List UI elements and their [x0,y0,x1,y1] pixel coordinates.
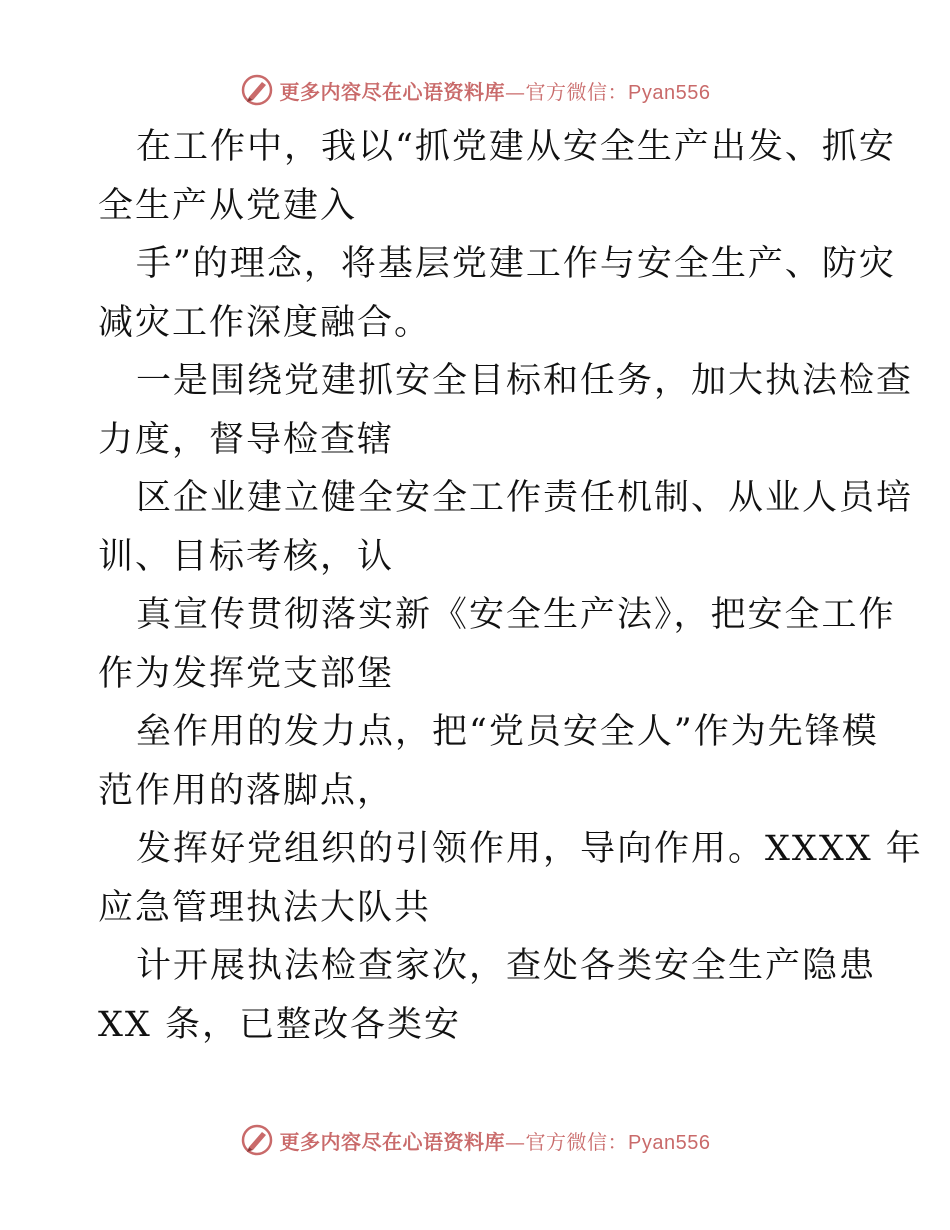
watermark-wechat: 官方微信：Pyan556 [525,81,711,104]
paragraph-line: 一是围绕党建抓安全目标和任务，加大执法检查 [136,361,914,401]
watermark-separator: — [505,79,526,104]
pen-logo-icon [240,1123,274,1157]
paragraph-line: 作为发挥党支部堡 [98,653,395,694]
paragraph-line: 范作用的落脚点， [98,770,395,811]
paragraph-line: 训、目标考核，认 [98,536,395,577]
pen-logo-icon [240,73,274,107]
watermark-text [280,1126,711,1155]
watermark-separator: — [505,1129,526,1154]
paragraph-line: 真宣传贯彻落实新《安全生产法》，把安全工作 [136,595,896,635]
paragraph-line: 在工作中，我以“抓党建从安全生产出发、抓安 [136,127,896,167]
footer-watermark [0,1120,950,1160]
paragraph-line: 计开展执法检查家次，查处各类安全生产隐患 [136,946,877,986]
paragraph-line: 应急管理执法大队共 [98,887,432,928]
paragraph-line: 力度，督导检查辖 [98,419,395,460]
watermark-wechat: 官方微信：Pyan556 [525,1131,711,1154]
paragraph-line: 减灾工作深度融合。 [98,302,432,343]
document-body [98,118,923,1054]
header-watermark [0,70,950,110]
paragraph-line: 垒作用的发力点，把“党员安全人”作为先锋模 [136,712,879,752]
paragraph-line: 手”的理念，将基层党建工作与安全生产、防灾 [136,244,896,284]
watermark-title: 更多内容尽在心语资料库 [279,79,506,104]
paragraph-line: 发挥好党组织的引领作用，导向作用。XXXX 年 [136,829,923,869]
paragraph-line: XX 条，已整改各类安 [98,1004,461,1045]
watermark-title: 更多内容尽在心语资料库 [279,1129,506,1154]
paragraph-line: 全生产从党建入 [98,185,358,226]
paragraph-line: 区企业建立健全安全工作责任机制、从业人员培 [136,478,914,518]
watermark-text [280,76,711,105]
